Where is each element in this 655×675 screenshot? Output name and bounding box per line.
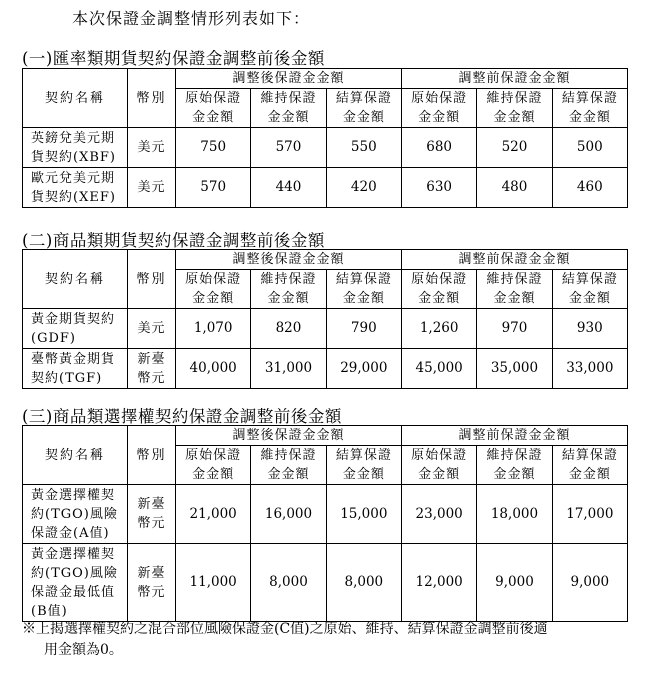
- initial-margin-header: 原始保證 金金額: [176, 270, 251, 309]
- after-initial-cell: 1,070: [176, 309, 251, 349]
- initial-margin-header: 原始保證 金金額: [401, 89, 476, 128]
- initial-margin-header: 原始保證 金金額: [401, 446, 476, 485]
- maintenance-margin-header: 維持保證 金金額: [477, 270, 552, 309]
- after-maintenance-cell: 570: [251, 128, 326, 168]
- after-settlement-cell: 29,000: [326, 349, 401, 389]
- footnote-line-2: 用金額為0。: [44, 642, 123, 658]
- before-maintenance-cell: 480: [477, 168, 552, 208]
- maintenance-margin-header: 維持保證 金金額: [477, 446, 552, 485]
- currency-header: 幣別: [128, 250, 176, 309]
- contract-name-cell: 黃金選擇權契 約(TGO)風險 保證金最低值 (B值): [23, 544, 128, 622]
- table-row: [23, 349, 628, 389]
- contract-name-cell: 黃金選擇權契 約(TGO)風險 保證金(A值): [23, 485, 128, 544]
- after-maintenance-cell: 8,000: [251, 544, 326, 622]
- after-settlement-cell: 420: [326, 168, 401, 208]
- before-settlement-cell: 9,000: [552, 544, 627, 622]
- initial-margin-header: 原始保證 金金額: [176, 89, 251, 128]
- after-maintenance-cell: 440: [251, 168, 326, 208]
- maintenance-margin-header: 維持保證 金金額: [251, 89, 326, 128]
- contract-name-header: 契約名稱: [23, 250, 128, 309]
- before-adjustment-header: 調整前保證金金額: [401, 69, 627, 89]
- section-1-table: [22, 68, 628, 208]
- after-settlement-cell: 790: [326, 309, 401, 349]
- before-maintenance-cell: 9,000: [477, 544, 552, 622]
- before-maintenance-cell: 520: [477, 128, 552, 168]
- maintenance-margin-header: 維持保證 金金額: [251, 446, 326, 485]
- table-row: [23, 128, 628, 168]
- settlement-margin-header: 結算保證 金金額: [552, 89, 627, 128]
- section-3-table: [22, 425, 628, 622]
- after-initial-cell: 11,000: [176, 544, 251, 622]
- after-adjustment-header: 調整後保證金金額: [176, 69, 402, 89]
- currency-cell: 美元: [128, 128, 176, 168]
- before-maintenance-cell: 18,000: [477, 485, 552, 544]
- after-maintenance-cell: 31,000: [251, 349, 326, 389]
- table-row: [23, 544, 628, 622]
- contract-name-cell: 英鎊兌美元期 貨契約(XBF): [23, 128, 128, 168]
- after-initial-cell: 21,000: [176, 485, 251, 544]
- after-settlement-cell: 8,000: [326, 544, 401, 622]
- after-initial-cell: 750: [176, 128, 251, 168]
- before-settlement-cell: 500: [552, 128, 627, 168]
- settlement-margin-header: 結算保證 金金額: [326, 446, 401, 485]
- intro-text: 本次保證金調整情形列表如下：: [72, 9, 311, 28]
- section-1-title: (一)匯率類期貨契約保證金調整前後金額: [22, 49, 325, 68]
- section-2-title: (二)商品類期貨契約保證金調整前後金額: [22, 231, 325, 250]
- after-adjustment-header: 調整後保證金金額: [176, 250, 402, 270]
- currency-cell: 美元: [128, 309, 176, 349]
- contract-name-header: 契約名稱: [23, 426, 128, 485]
- before-initial-cell: 630: [401, 168, 476, 208]
- table-row: [23, 168, 628, 208]
- before-initial-cell: 1,260: [401, 309, 476, 349]
- before-settlement-cell: 460: [552, 168, 627, 208]
- maintenance-margin-header: 維持保證 金金額: [477, 89, 552, 128]
- currency-cell: 新臺 幣元: [128, 485, 176, 544]
- after-settlement-cell: 15,000: [326, 485, 401, 544]
- before-settlement-cell: 33,000: [552, 349, 627, 389]
- contract-name-cell: 歐元兌美元期 貨契約(XEF): [23, 168, 128, 208]
- maintenance-margin-header: 維持保證 金金額: [251, 270, 326, 309]
- before-initial-cell: 45,000: [401, 349, 476, 389]
- before-settlement-cell: 17,000: [552, 485, 627, 544]
- after-maintenance-cell: 820: [251, 309, 326, 349]
- table-row: [23, 485, 628, 544]
- contract-name-cell: 黃金期貨契約 (GDF): [23, 309, 128, 349]
- section-3-title: (三)商品類選擇權契約保證金調整前後金額: [22, 407, 342, 426]
- initial-margin-header: 原始保證 金金額: [176, 446, 251, 485]
- before-adjustment-header: 調整前保證金金額: [401, 250, 627, 270]
- footnote: [22, 619, 637, 661]
- currency-cell: 新臺 幣元: [128, 349, 176, 389]
- contract-name-cell: 臺幣黃金期貨 契約(TGF): [23, 349, 128, 389]
- initial-margin-header: 原始保證 金金額: [401, 270, 476, 309]
- footnote-line-1: ※上揭選擇權契約之混合部位風險保證金(C值)之原始、維持、結算保證金調整前後適: [22, 621, 548, 637]
- before-initial-cell: 12,000: [401, 544, 476, 622]
- currency-cell: 美元: [128, 168, 176, 208]
- before-adjustment-header: 調整前保證金金額: [401, 426, 627, 446]
- after-initial-cell: 40,000: [176, 349, 251, 389]
- before-initial-cell: 23,000: [401, 485, 476, 544]
- contract-name-header: 契約名稱: [23, 69, 128, 128]
- before-maintenance-cell: 35,000: [477, 349, 552, 389]
- before-settlement-cell: 930: [552, 309, 627, 349]
- section-2-table: [22, 249, 628, 389]
- after-adjustment-header: 調整後保證金金額: [176, 426, 402, 446]
- settlement-margin-header: 結算保證 金金額: [552, 446, 627, 485]
- table-row: [23, 309, 628, 349]
- currency-header: 幣別: [128, 69, 176, 128]
- after-settlement-cell: 550: [326, 128, 401, 168]
- after-initial-cell: 570: [176, 168, 251, 208]
- currency-cell: 新臺 幣元: [128, 544, 176, 622]
- before-maintenance-cell: 970: [477, 309, 552, 349]
- after-maintenance-cell: 16,000: [251, 485, 326, 544]
- settlement-margin-header: 結算保證 金金額: [326, 270, 401, 309]
- currency-header: 幣別: [128, 426, 176, 485]
- settlement-margin-header: 結算保證 金金額: [552, 270, 627, 309]
- settlement-margin-header: 結算保證 金金額: [326, 89, 401, 128]
- before-initial-cell: 680: [401, 128, 476, 168]
